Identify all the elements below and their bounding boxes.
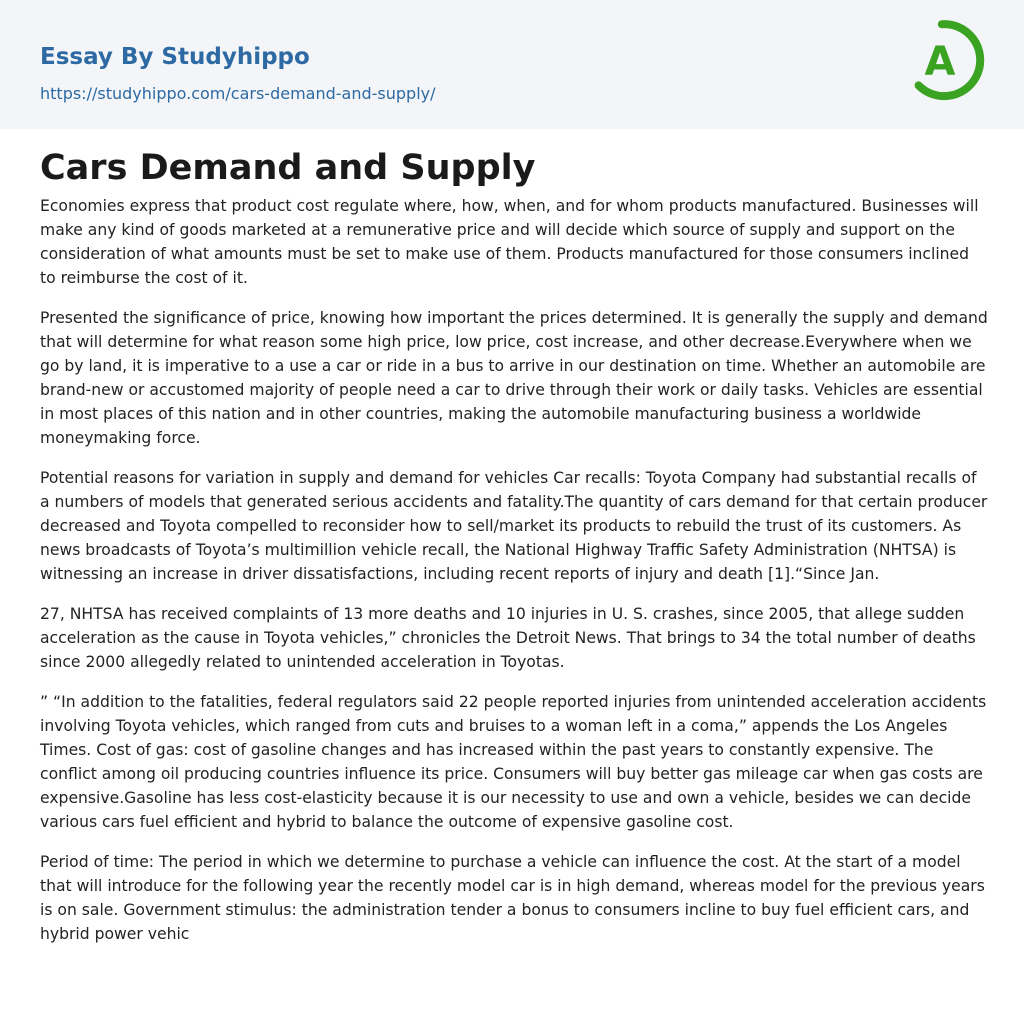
site-brand[interactable]: Essay By Studyhippo bbox=[40, 44, 310, 70]
paragraph: Potential reasons for variation in supply and demand for vehicles Car recalls: Toyota Company had substantial recalls of a numbers of models that generated serious accidents and fatality.The quantity of cars demand for that certain producer decreased and Toyota compelled to reconsider how to sell/market its products to rebuild the trust of its customers. As news broadcasts of Toyota’s multimillion vehicle recall, the National Highway Traffic Safety Administration (NHTSA) is witnessing an increase in driver dissatisfactions, including recent reports of injury and death [1].“Since Jan. bbox=[40, 469, 988, 583]
studyhippo-logo-icon[interactable] bbox=[908, 18, 988, 106]
paragraph: Economies express that product cost regulate where, how, when, and for whom products manufactured. Businesses will make any kind of goods marketed at a remunerative price and will decide which source of supply and support on the consideration of what amounts must be set to make use of them. Products manufactured for those consumers inclined to reimburse the cost of it. bbox=[40, 197, 979, 287]
page-title: Cars Demand and Supply bbox=[40, 148, 536, 188]
site-header bbox=[0, 0, 1024, 129]
paragraph: Presented the significance of price, knowing how important the prices determined. It is generally the supply and demand that will determine for what reason some high price, low price, cost increase, and other decrease.Everywhere when we go by land, it is imperative to a use a car or ride in a bus to arrive in our destination on time. Whether an automobile are brand-new or accustomed majority of people need a car to drive through their work or daily tasks. Vehicles are essential in most places of this nation and in other countries, making the automobile manufacturing business a worldwide moneymaking force. bbox=[40, 309, 988, 447]
paragraph: 27, NHTSA has received complaints of 13 more deaths and 10 injuries in U. S. crashes, since 2005, that allege sudden acceleration as the cause in Toyota vehicles,” chronicles the Detroit News. That brings to 34 the total number of deaths since 2000 allegedly related to unintended acceleration in Toyotas. bbox=[40, 605, 976, 671]
paragraph: Period of time: The period in which we determine to purchase a vehicle can influence the cost. At the start of a model that will introduce for the following year the recently model car is in high demand, whereas model for the previous years is on sale. Government stimulus: the administration tender a bonus to consumers incline to buy fuel efficient cars, and hybrid power vehic bbox=[40, 853, 985, 943]
article-body bbox=[40, 194, 988, 962]
paragraph: ” “In addition to the fatalities, federal regulators said 22 people reported injuries from unintended acceleration accidents involving Toyota vehicles, which ranged from cuts and bruises to a woman left in a coma,” appends the Los Angeles Times. Cost of gas: cost of gasoline changes and has increased within the past years to constantly expensive. The conflict among oil producing countries influence its price. Consumers will buy better gas mileage car when gas costs are expensive.Gasoline has less cost-elasticity because it is our necessity to use and own a vehicle, besides we can decide various cars fuel efficient and hybrid to balance the outcome of expensive gasoline cost. bbox=[40, 693, 987, 831]
article-url[interactable]: https://studyhippo.com/cars-demand-and-supply/ bbox=[40, 84, 436, 103]
svg-text:A: A bbox=[924, 39, 956, 85]
